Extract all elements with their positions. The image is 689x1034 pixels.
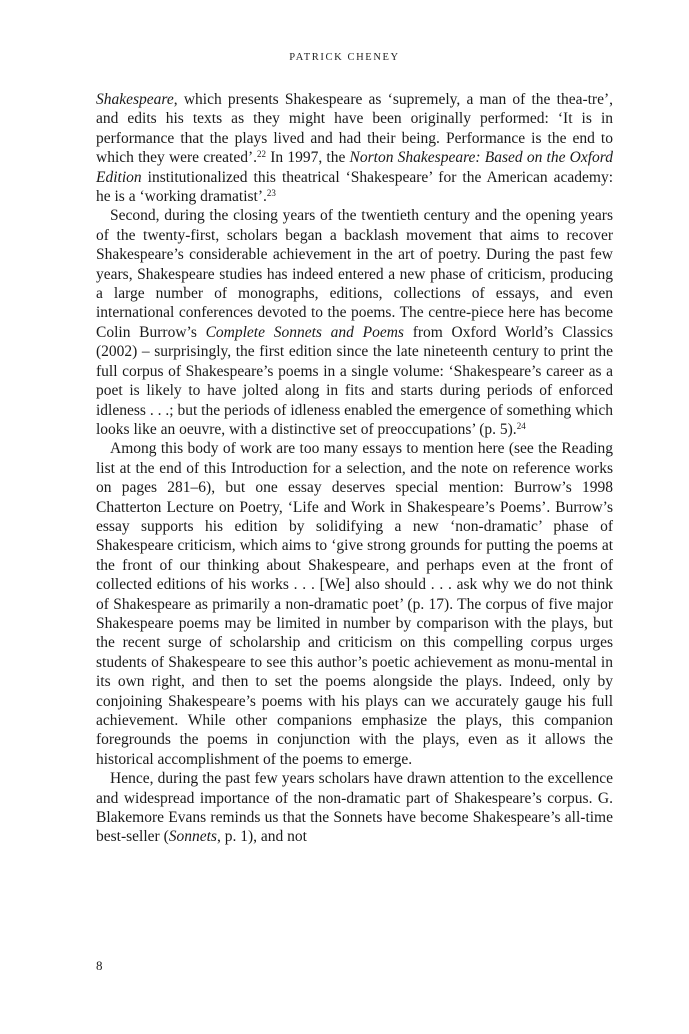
running-head: PATRICK CHENEY <box>289 52 400 63</box>
body-text <box>96 90 613 847</box>
text-span: Norton Shakespeare: Based on the Oxford Edition <box>96 149 613 186</box>
text-span: Shakespeare <box>96 91 174 108</box>
text-span: Complete Sonnets and Poems <box>205 323 404 341</box>
text-span: from Oxford World’s Classics (2002) – surprisingly, the first edition since the late nineteenth century to print the full corpus of Shakespeare’s poems in a single volume: ‘Shakespeare’s career as a poet is likely to have jolted along in fits and starts during periods of enforced idleness . . .; but the periods of idleness enabled the emergence of something which looks like an oeuvre, with a distinctive set of preoccupations’ (p. 5). <box>96 323 613 438</box>
text-span: , which presents Shakespeare as ‘supremely, a man of the thea-tre’, and edits his texts as they might have been originally performed: ‘It is in performance that the plays lived and had their being. Performance is the end to which they were created’. <box>96 91 613 167</box>
text-span: Among this body of work are too many essays to mention here (see the Reading list at the end of this Introduction for a selection, and the note on reference works on pages 281–6), but one essay deserves special mention: Burrow’s 1998 Chatterton Lecture on Poetry, ‘Life and Work in Shakespeare’s Poems’. Burrow’s essay supports his edition by solidifying a new ‘non-dramatic’ phase of Shakespeare criticism, which aims to ‘give strong grounds for putting the poems at the front of our thinking about Shakespeare, and perhaps even at the front of collected editions of his works . . . [We] also should . . . ask why we do not think of Shakespeare as primarily a non-dramatic poet’ (p. 17). The corpus of five major Shakespeare poems may be limited in number by comparison with the plays, but the recent surge of scholarship and criticism on this compelling corpus urges students of Shakespeare to see this author’s poetic achievement as monu-mental in its own right, and then to set the poems alongside the plays. Indeed, only by conjoining Shakespeare’s poems with his plays can we accurately gauge his full achievement. While other companions emphasize the plays, this companion foregrounds the poems in conjunction with the plays, even as it allows the historical accomplishment of the poems to emerge. <box>96 440 613 768</box>
text-span: institutionalized this theatrical ‘Shakespeare’ for the American academy: he is a ‘working dramatist’. <box>96 168 613 206</box>
paragraph <box>96 769 613 847</box>
footnote-marker: 22 <box>257 149 267 160</box>
paragraph <box>96 439 613 769</box>
paragraph <box>96 206 613 439</box>
footnote-marker: 23 <box>266 188 276 199</box>
page-number: 8 <box>96 958 103 973</box>
text-span: , p. 1), and not <box>216 828 307 846</box>
text-span: Hence, during the past few years scholars have drawn attention to the excellence and widespread importance of the non-dramatic part of Shakespeare’s corpus. G. Blakemore Evans reminds us that the Sonnets have become Shakespeare’s all-time best-seller ( <box>96 770 613 846</box>
paragraph <box>96 90 613 206</box>
text-span: In 1997, the <box>266 149 350 167</box>
footnote-marker: 24 <box>516 420 526 431</box>
text-span: Sonnets <box>168 828 217 846</box>
text-span: Second, during the closing years of the twentieth century and the opening years of the twenty-first, scholars began a backlash movement that aims to recover Shakespeare’s considerable achievement in the art of poetry. During the past few years, Shakespeare studies has indeed entered a new phase of criticism, producing a large number of monographs, editions, collections of essays, and even international conferences devoted to the poems. The centre-piece here has become Colin Burrow’s <box>96 207 613 341</box>
